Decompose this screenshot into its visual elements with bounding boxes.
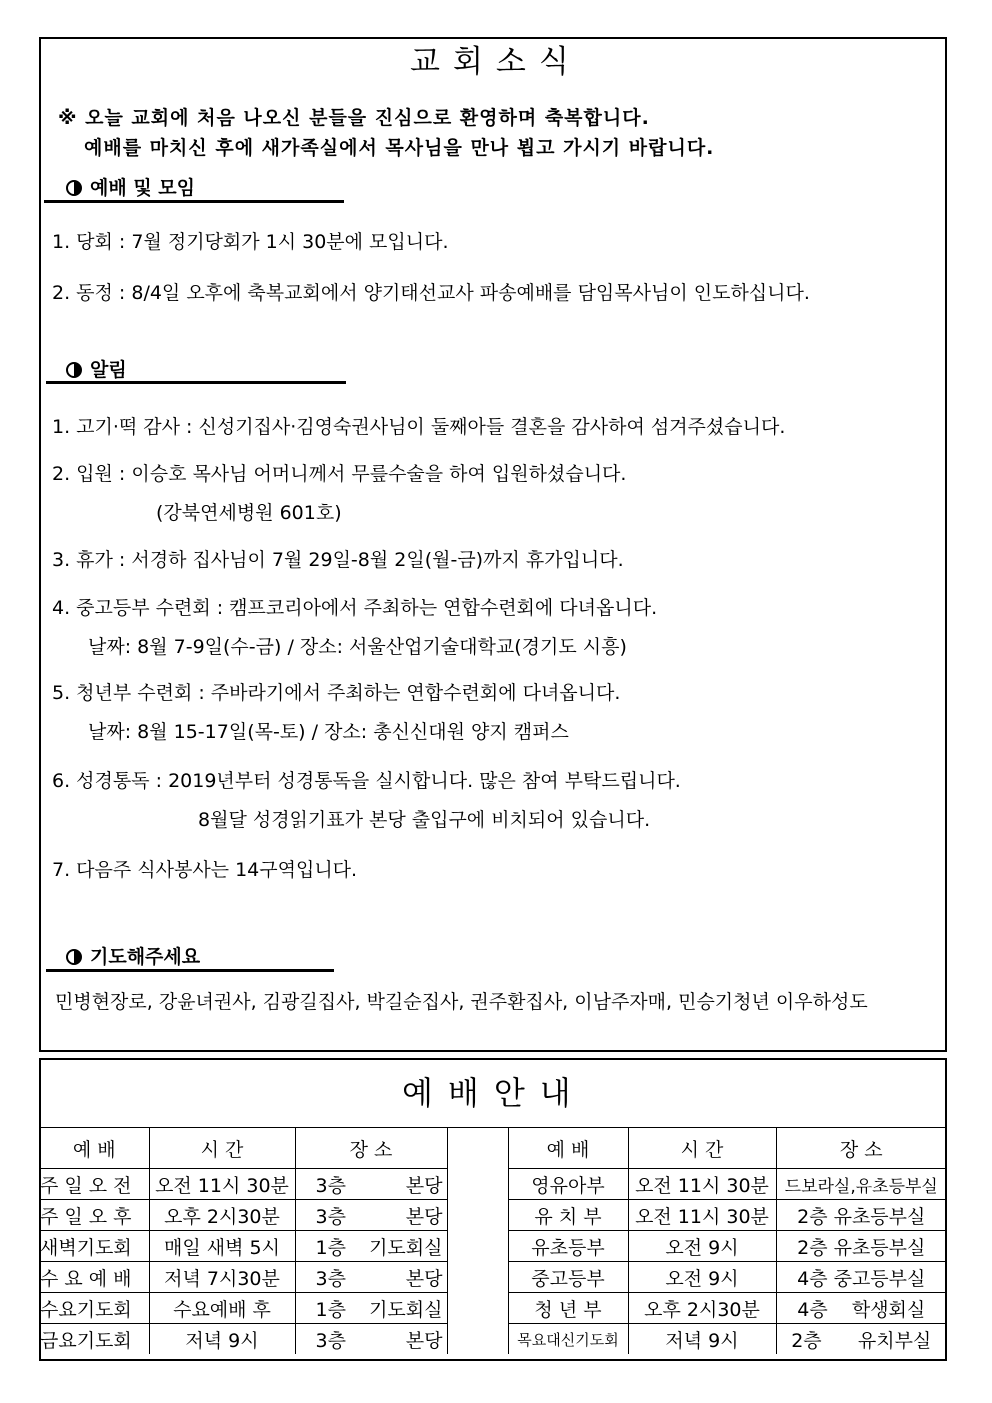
notice-item: 1. 고기·떡 감사 : 신성기집사·김영숙권사님이 둘째아들 결혼을 감사하여 섬겨주셨습니다. [52, 416, 786, 438]
notice-item: 5. 청년부 수련회 : 주바라기에서 주최하는 연합수련회에 다녀옵니다. [52, 682, 621, 704]
service-time: 수요예배 후 [149, 1293, 295, 1324]
header-service: 예 배 [508, 1128, 628, 1169]
section-divider [46, 969, 334, 972]
service-name: 목요대신기도회 [508, 1324, 628, 1355]
header-time: 시 간 [628, 1128, 776, 1169]
prayer-list: 민병현장로, 강윤녀권사, 김광길집사, 박길순집사, 권주환집사, 이남주자매, 민승기청년 이우하성도 [55, 991, 868, 1013]
header-time: 시 간 [149, 1128, 295, 1169]
notice-item: 2. 입원 : 이승호 목사님 어머니께서 무릎수술을 하여 입원하셨습니다. [52, 463, 627, 485]
service-name: 유 치 부 [508, 1200, 628, 1231]
table-row [40, 1231, 946, 1262]
service-time: 저녁 7시30분 [149, 1262, 295, 1293]
service-name: 청 년 부 [508, 1293, 628, 1324]
service-time: 저녁 9시 [628, 1324, 776, 1355]
notice-item: 7. 다음주 식사봉사는 14구역입니다. [52, 859, 358, 881]
table-row [40, 1324, 946, 1355]
worship-item: 1. 당회 : 7월 정기당회가 1시 30분에 모입니다. [52, 231, 449, 253]
service-time: 오전 9시 [628, 1231, 776, 1262]
news-title: 교회소식 [410, 44, 582, 80]
table-header-row [40, 1128, 946, 1169]
service-table [40, 1128, 946, 1354]
service-name: 수요기도회 [40, 1293, 149, 1324]
service-place: 2층 유초등부실 [776, 1231, 946, 1262]
header-place: 장 소 [776, 1128, 946, 1169]
notice-item: 3. 휴가 : 서경하 집사님이 7월 29일-8월 2일(월-금)까지 휴가입니다. [52, 549, 624, 571]
service-place: 1층 기도회실 [295, 1231, 447, 1262]
table-row [40, 1293, 946, 1324]
service-time: 오전 9시 [628, 1262, 776, 1293]
service-name: 중고등부 [508, 1262, 628, 1293]
notice-item: 4. 중고등부 수련회 : 캠프코리아에서 주최하는 연합수련회에 다녀옵니다. [52, 597, 658, 619]
service-place: 2층 유초등부실 [776, 1200, 946, 1231]
service-place: 1층 기도회실 [295, 1293, 447, 1324]
notice-item-detail: (강북연세병원 601호) [156, 502, 342, 524]
service-time: 오전 11시 30분 [149, 1169, 295, 1200]
notice-item: 6. 성경통독 : 2019년부터 성경통독을 실시합니다. 많은 참여 부탁드립니다. [52, 770, 681, 792]
service-place: 3층 본당 [295, 1169, 447, 1200]
table-row [40, 1200, 946, 1231]
section-divider [44, 200, 344, 203]
service-time: 저녁 9시 [149, 1324, 295, 1355]
welcome-line-1: ※ 오늘 교회에 처음 나오신 분들을 진심으로 환영하며 축복합니다. [58, 107, 650, 129]
welcome-line-2: 예배를 마치신 후에 새가족실에서 목사님을 만나 뵙고 가시기 바랍니다. [84, 137, 715, 159]
header-place: 장 소 [295, 1128, 447, 1169]
half-circle-icon [66, 180, 82, 196]
half-circle-icon [66, 949, 82, 965]
table-row [40, 1169, 946, 1200]
service-time: 오전 11시 30분 [628, 1200, 776, 1231]
service-name: 수 요 예 배 [40, 1262, 149, 1293]
service-time: 오후 2시30분 [628, 1293, 776, 1324]
service-guide-title: 예배안내 [402, 1074, 586, 1112]
service-place: 2층 유치부실 [776, 1324, 946, 1355]
service-place: 3층 본당 [295, 1200, 447, 1231]
notice-item-detail: 8월달 성경읽기표가 본당 출입구에 비치되어 있습니다. [198, 809, 651, 831]
service-time: 오전 11시 30분 [628, 1169, 776, 1200]
section-divider [46, 381, 346, 384]
service-time: 오후 2시30분 [149, 1200, 295, 1231]
service-name: 주 일 오 전 [40, 1169, 149, 1200]
service-place: 3층 본당 [295, 1262, 447, 1293]
service-name: 금요기도회 [40, 1324, 149, 1355]
section-prayer-heading: 기도해주세요 [66, 945, 200, 969]
section-notice-heading: 알림 [66, 358, 127, 382]
notice-item-detail: 날짜: 8월 7-9일(수-금) / 장소: 서울산업기술대학교(경기도 시흥) [88, 636, 627, 658]
table-row [40, 1262, 946, 1293]
service-place: 4층 중고등부실 [776, 1262, 946, 1293]
service-name: 주 일 오 후 [40, 1200, 149, 1231]
section-worship-heading: 예배 및 모임 [66, 176, 195, 200]
service-time: 매일 새벽 5시 [149, 1231, 295, 1262]
service-name: 영유아부 [508, 1169, 628, 1200]
notice-item-detail: 날짜: 8월 15-17일(목-토) / 장소: 총신신대원 양지 캠퍼스 [88, 721, 569, 743]
service-name: 유초등부 [508, 1231, 628, 1262]
service-name: 새벽기도회 [40, 1231, 149, 1262]
service-place: 드보라실,유초등부실 [776, 1169, 946, 1200]
header-service: 예 배 [40, 1128, 149, 1169]
service-place: 3층 본당 [295, 1324, 447, 1355]
half-circle-icon [66, 362, 82, 378]
worship-item: 2. 동정 : 8/4일 오후에 축복교회에서 양기태선교사 파송예배를 담임목사님이 인도하십니다. [52, 282, 810, 304]
service-place: 4층 학생회실 [776, 1293, 946, 1324]
